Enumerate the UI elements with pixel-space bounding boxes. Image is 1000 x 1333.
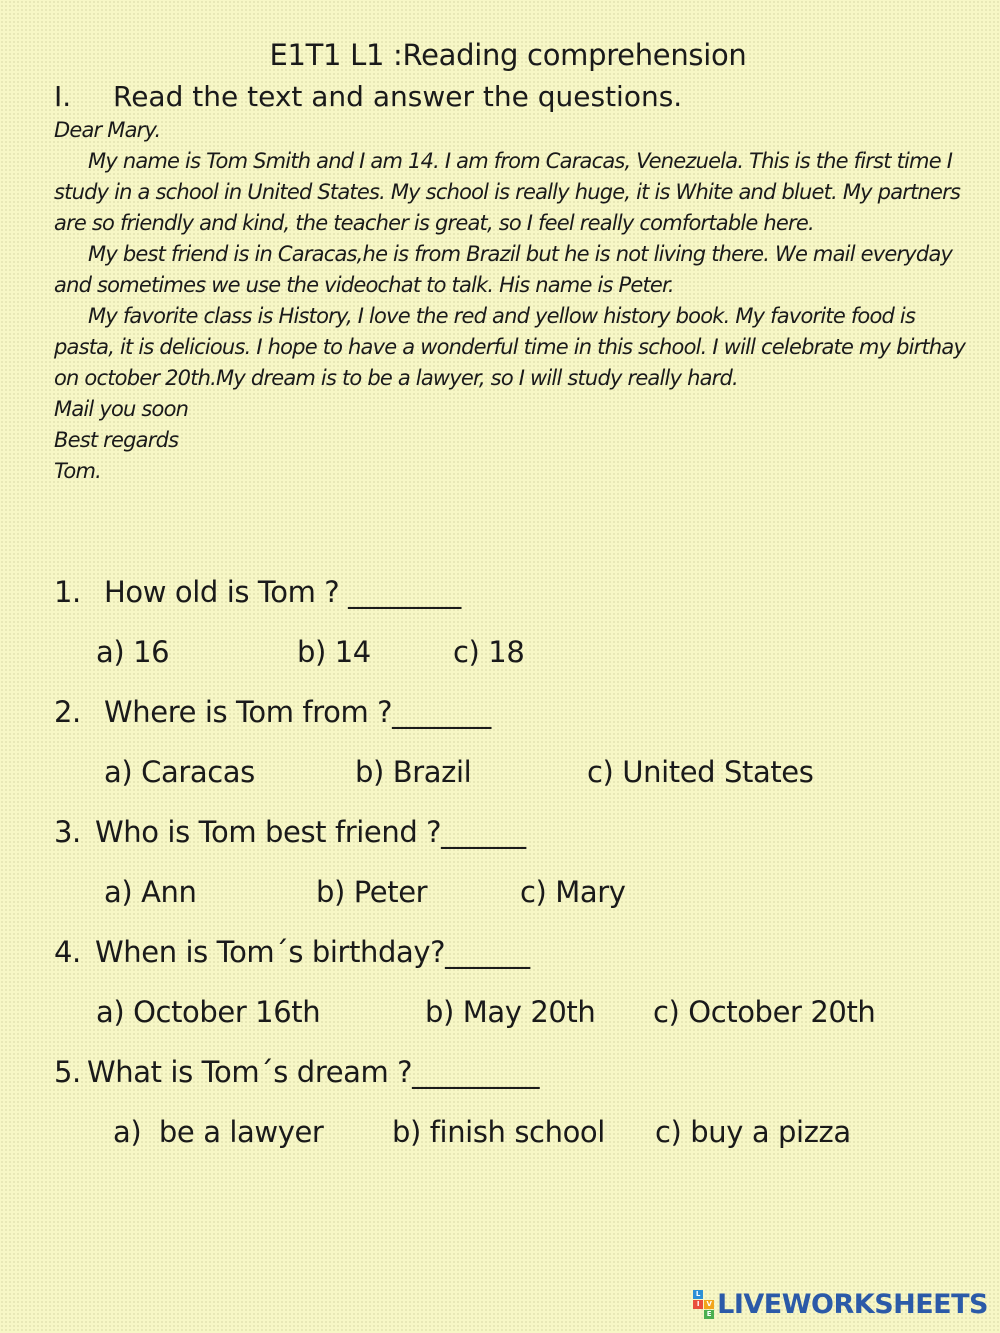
q2-option-a[interactable]: a) Caracas bbox=[104, 755, 255, 789]
q2-option-b[interactable]: b) Brazil bbox=[355, 755, 472, 789]
logo-tile: E bbox=[704, 1310, 714, 1319]
question-text: How old is Tom ? ________ bbox=[104, 575, 461, 609]
q5-option-a[interactable]: a) be a lawyer bbox=[113, 1115, 324, 1149]
question-text: Who is Tom best friend ?______ bbox=[95, 815, 526, 849]
q3-option-a[interactable]: a) Ann bbox=[104, 875, 197, 909]
question-1 bbox=[54, 575, 461, 609]
liveworksheets-logo-text: LIVEWORKSHEETS bbox=[717, 1289, 988, 1320]
q4-option-b[interactable]: b) May 20th bbox=[425, 995, 596, 1029]
q5-option-c[interactable]: c) buy a pizza bbox=[655, 1115, 851, 1149]
letter-paragraph: My name is Tom Smith and I am 14. I am from Caracas, Venezuela. This is the first time I study in a school in United States. My school is really huge, it is White and bluet. My partners are so friendly and kind, the teacher is great, so I feel really comfortable here. bbox=[54, 149, 961, 235]
worksheet-title: E1T1 L1 :Reading comprehension bbox=[269, 38, 747, 72]
question-2 bbox=[54, 695, 491, 729]
q4-option-c[interactable]: c) October 20th bbox=[653, 995, 876, 1029]
letter-closing: Best regards bbox=[54, 428, 179, 452]
letter-paragraph: My best friend is in Caracas,he is from Brazil but he is not living there. We mail everyday and sometimes we use the videochat to talk. His name is Peter. bbox=[54, 242, 953, 297]
question-number: 2. bbox=[54, 695, 81, 729]
letter-closing: Mail you soon bbox=[54, 397, 189, 421]
question-text: What is Tom´s dream ?_________ bbox=[87, 1055, 540, 1089]
q3-option-b[interactable]: b) Peter bbox=[316, 875, 428, 909]
q5-option-b[interactable]: b) finish school bbox=[392, 1115, 605, 1149]
instruction-number: I. bbox=[54, 80, 72, 113]
liveworksheets-logo bbox=[693, 1289, 988, 1320]
logo-tile: L bbox=[693, 1290, 703, 1299]
question-3 bbox=[54, 815, 526, 849]
logo-tile: I bbox=[693, 1300, 703, 1309]
letter-signature: Tom. bbox=[54, 459, 102, 483]
instruction-text: Read the text and answer the questions. bbox=[113, 80, 683, 113]
liveworksheets-logo-icon bbox=[693, 1290, 715, 1320]
instruction bbox=[54, 80, 682, 113]
letter-text bbox=[54, 115, 969, 487]
q3-option-c[interactable]: c) Mary bbox=[520, 875, 626, 909]
q1-option-a[interactable]: a) 16 bbox=[96, 635, 170, 669]
question-text: Where is Tom from ?_______ bbox=[104, 695, 491, 729]
question-5 bbox=[54, 1055, 539, 1089]
question-number: 1. bbox=[54, 575, 81, 609]
q2-option-c[interactable]: c) United States bbox=[587, 755, 814, 789]
q4-option-a[interactable]: a) October 16th bbox=[96, 995, 321, 1029]
logo-tile: V bbox=[704, 1300, 714, 1309]
question-4 bbox=[54, 935, 530, 969]
letter-greeting: Dear Mary. bbox=[54, 118, 161, 142]
q1-option-b[interactable]: b) 14 bbox=[297, 635, 371, 669]
question-number: 4. bbox=[54, 935, 81, 969]
q1-option-c[interactable]: c) 18 bbox=[453, 635, 525, 669]
question-number: 5. bbox=[54, 1055, 81, 1089]
letter-paragraph: My favorite class is History, I love the red and yellow history book. My favorite food is pasta, it is delicious. I hope to have a wonderful time in this school. I will celebrate my birthay on october 20th.My dream is to be a lawyer, so I will study really hard. bbox=[54, 304, 966, 390]
question-text: When is Tom´s birthday?______ bbox=[95, 935, 530, 969]
question-number: 3. bbox=[54, 815, 81, 849]
